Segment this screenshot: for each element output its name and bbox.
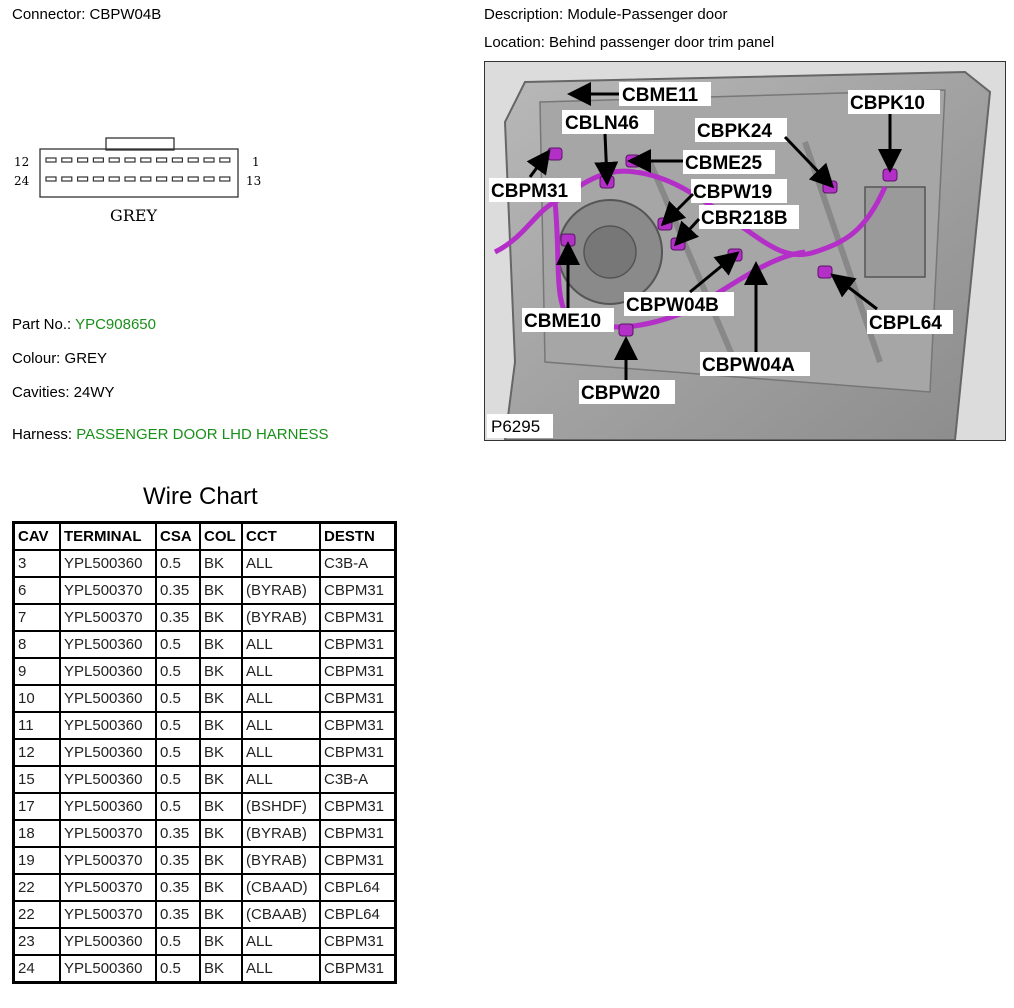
pin-cavity: [172, 158, 182, 162]
cell-destn: CBPM31: [320, 658, 395, 685]
harness-connector-marker: [658, 218, 672, 230]
diagram-ref-label: P6295: [491, 417, 541, 436]
pin-cavity: [188, 177, 198, 181]
pin-cavity: [93, 158, 103, 162]
pin-number-12: 12: [14, 155, 30, 169]
part-number-label: Part No.:: [12, 316, 72, 333]
cell-terminal: YPL500360: [60, 928, 156, 955]
colour-line: Colour: GREY: [12, 350, 108, 367]
cell-destn: CBPM31: [320, 604, 395, 631]
header-cav: CAV: [14, 523, 60, 550]
cell-terminal: YPL500360: [60, 766, 156, 793]
cell-cav: 12: [14, 739, 60, 766]
cell-csa: 0.5: [156, 766, 200, 793]
callout-cbr218b: CBR218B: [701, 208, 788, 229]
table-row: [14, 928, 395, 955]
cell-terminal: YPL500360: [60, 631, 156, 658]
header-csa: CSA: [156, 523, 200, 550]
header-cct: CCT: [242, 523, 320, 550]
cell-terminal: YPL500370: [60, 820, 156, 847]
cell-cav: 3: [14, 550, 60, 577]
harness-connector-marker: [561, 234, 575, 246]
connector-label: Connector: CBPW04B: [12, 6, 162, 23]
pin-cavity: [109, 158, 119, 162]
callout-cbpk24: CBPK24: [697, 121, 772, 142]
callout-cbpk10: CBPK10: [850, 93, 925, 114]
cell-cav: 23: [14, 928, 60, 955]
harness-line: [12, 426, 328, 443]
cell-col: BK: [200, 739, 242, 766]
cell-destn: CBPM31: [320, 793, 395, 820]
cell-destn: CBPM31: [320, 847, 395, 874]
callout-cbpw04a: CBPW04A: [702, 355, 795, 376]
cell-cct: (CBAAD): [242, 874, 320, 901]
cell-terminal: YPL500370: [60, 577, 156, 604]
cell-terminal: YPL500370: [60, 901, 156, 928]
pin-cavity: [109, 177, 119, 181]
cell-cav: 17: [14, 793, 60, 820]
cell-col: BK: [200, 847, 242, 874]
pin-cavity: [93, 177, 103, 181]
callout-cbln46: CBLN46: [565, 113, 639, 134]
table-row: [14, 820, 395, 847]
cell-col: BK: [200, 550, 242, 577]
cell-cct: ALL: [242, 928, 320, 955]
cell-csa: 0.5: [156, 739, 200, 766]
cell-destn: CBPL64: [320, 901, 395, 928]
wire-chart-table: [12, 521, 397, 984]
cell-cct: (BYRAB): [242, 820, 320, 847]
callout-cbme10: CBME10: [524, 311, 602, 332]
cell-cct: ALL: [242, 766, 320, 793]
table-row: [14, 658, 395, 685]
cell-cav: 22: [14, 874, 60, 901]
pin-cavity: [125, 177, 135, 181]
cell-cct: ALL: [242, 631, 320, 658]
pin-cavity: [78, 177, 88, 181]
callout-cbpl64: CBPL64: [869, 313, 942, 334]
cell-cav: 22: [14, 901, 60, 928]
description-line: Description: Module-Passenger door: [484, 6, 728, 23]
table-row: [14, 793, 395, 820]
cell-csa: 0.5: [156, 685, 200, 712]
callout-cbpm31: CBPM31: [491, 181, 569, 202]
pin-cavity: [62, 177, 72, 181]
wire-chart-header-row: [14, 523, 395, 550]
cell-terminal: YPL500360: [60, 550, 156, 577]
header-destn: DESTN: [320, 523, 395, 550]
cell-destn: C3B-A: [320, 766, 395, 793]
cell-col: BK: [200, 874, 242, 901]
harness-connector-marker: [619, 324, 633, 336]
pin-cavity: [220, 158, 230, 162]
table-row: [14, 550, 395, 577]
cell-col: BK: [200, 658, 242, 685]
cell-cav: 10: [14, 685, 60, 712]
table-row: [14, 604, 395, 631]
cell-col: BK: [200, 766, 242, 793]
cell-destn: CBPL64: [320, 874, 395, 901]
cell-col: BK: [200, 577, 242, 604]
cell-cav: 15: [14, 766, 60, 793]
cell-csa: 0.35: [156, 604, 200, 631]
cell-destn: CBPM31: [320, 820, 395, 847]
cell-col: BK: [200, 820, 242, 847]
harness-connector-marker: [548, 148, 562, 160]
cell-terminal: YPL500360: [60, 955, 156, 982]
cell-col: BK: [200, 793, 242, 820]
callout-cbme11: CBME11: [622, 85, 699, 106]
cell-csa: 0.5: [156, 658, 200, 685]
cell-terminal: YPL500360: [60, 658, 156, 685]
cell-col: BK: [200, 631, 242, 658]
cell-cav: 9: [14, 658, 60, 685]
cell-cct: (BYRAB): [242, 577, 320, 604]
callout-cbpw19: CBPW19: [693, 182, 773, 203]
cell-cct: ALL: [242, 685, 320, 712]
cell-terminal: YPL500370: [60, 874, 156, 901]
callout-cbme25: CBME25: [685, 153, 763, 174]
cell-csa: 0.35: [156, 874, 200, 901]
cell-cav: 7: [14, 604, 60, 631]
cell-csa: 0.5: [156, 793, 200, 820]
cell-csa: 0.35: [156, 901, 200, 928]
pin-cavity: [141, 177, 151, 181]
pin-cavity: [62, 158, 72, 162]
pin-cavity: [46, 158, 56, 162]
harness-link[interactable]: PASSENGER DOOR LHD HARNESS: [76, 426, 329, 443]
cell-destn: CBPM31: [320, 685, 395, 712]
cell-cav: 6: [14, 577, 60, 604]
cell-cct: (BYRAB): [242, 604, 320, 631]
pin-cavity: [125, 158, 135, 162]
pin-number-1: 1: [252, 155, 260, 169]
cell-csa: 0.35: [156, 820, 200, 847]
cell-col: BK: [200, 955, 242, 982]
cell-cct: ALL: [242, 955, 320, 982]
table-row: [14, 631, 395, 658]
cell-csa: 0.5: [156, 550, 200, 577]
cell-cct: ALL: [242, 658, 320, 685]
cell-col: BK: [200, 685, 242, 712]
cell-cct: ALL: [242, 739, 320, 766]
table-row: [14, 901, 395, 928]
cell-cav: 8: [14, 631, 60, 658]
table-row: [14, 739, 395, 766]
cell-terminal: YPL500360: [60, 685, 156, 712]
cell-col: BK: [200, 604, 242, 631]
cell-col: BK: [200, 928, 242, 955]
cell-csa: 0.35: [156, 847, 200, 874]
connector-colour-label: GREY: [110, 206, 158, 225]
cell-cct: ALL: [242, 550, 320, 577]
pin-cavity: [204, 177, 214, 181]
location-line: Location: Behind passenger door trim panel: [484, 34, 775, 51]
cell-terminal: YPL500360: [60, 739, 156, 766]
harness-connector-marker: [883, 169, 897, 181]
harness-label: Harness:: [12, 426, 73, 443]
header-terminal: TERMINAL: [60, 523, 156, 550]
callout-cbpw20: CBPW20: [581, 383, 661, 404]
pin-number-24: 24: [14, 174, 30, 188]
header-col: COL: [200, 523, 242, 550]
table-row: [14, 577, 395, 604]
part-number-line: [12, 316, 156, 333]
door-location-diagram: [484, 61, 1006, 441]
cell-destn: CBPM31: [320, 739, 395, 766]
table-row: [14, 955, 395, 982]
cell-csa: 0.5: [156, 631, 200, 658]
cell-destn: CBPM31: [320, 577, 395, 604]
harness-connector-marker: [818, 266, 832, 278]
cell-cct: (BYRAB): [242, 847, 320, 874]
cell-cav: 19: [14, 847, 60, 874]
table-row: [14, 874, 395, 901]
cell-cct: ALL: [242, 712, 320, 739]
cell-csa: 0.35: [156, 577, 200, 604]
cell-terminal: YPL500360: [60, 712, 156, 739]
cell-cav: 11: [14, 712, 60, 739]
cell-cav: 18: [14, 820, 60, 847]
table-row: [14, 847, 395, 874]
connector-face-diagram: [12, 135, 267, 235]
cell-csa: 0.5: [156, 928, 200, 955]
pin-cavity: [46, 177, 56, 181]
pin-cavity: [157, 177, 167, 181]
cell-csa: 0.5: [156, 712, 200, 739]
table-row: [14, 766, 395, 793]
table-row: [14, 685, 395, 712]
pin-cavity: [157, 158, 167, 162]
cell-terminal: YPL500370: [60, 604, 156, 631]
cell-cct: (CBAAB): [242, 901, 320, 928]
cell-cav: 24: [14, 955, 60, 982]
pin-cavity: [78, 158, 88, 162]
cell-terminal: YPL500360: [60, 793, 156, 820]
cavities-line: Cavities: 24WY: [12, 384, 115, 401]
wire-chart-title: Wire Chart: [143, 483, 258, 510]
callout-cbpw04b: CBPW04B: [626, 295, 719, 316]
cell-destn: CBPM31: [320, 631, 395, 658]
cell-cct: (BSHDF): [242, 793, 320, 820]
cell-col: BK: [200, 712, 242, 739]
pin-cavity: [188, 158, 198, 162]
cell-col: BK: [200, 901, 242, 928]
pin-cavity: [204, 158, 214, 162]
cell-destn: C3B-A: [320, 550, 395, 577]
cell-destn: CBPM31: [320, 712, 395, 739]
cell-terminal: YPL500370: [60, 847, 156, 874]
pin-cavity: [141, 158, 151, 162]
pin-number-13: 13: [246, 174, 262, 188]
table-row: [14, 712, 395, 739]
cell-destn: CBPM31: [320, 955, 395, 982]
pin-cavity: [220, 177, 230, 181]
part-number-link[interactable]: YPC908650: [75, 316, 156, 333]
pin-cavity: [172, 177, 182, 181]
cell-csa: 0.5: [156, 955, 200, 982]
cell-destn: CBPM31: [320, 928, 395, 955]
